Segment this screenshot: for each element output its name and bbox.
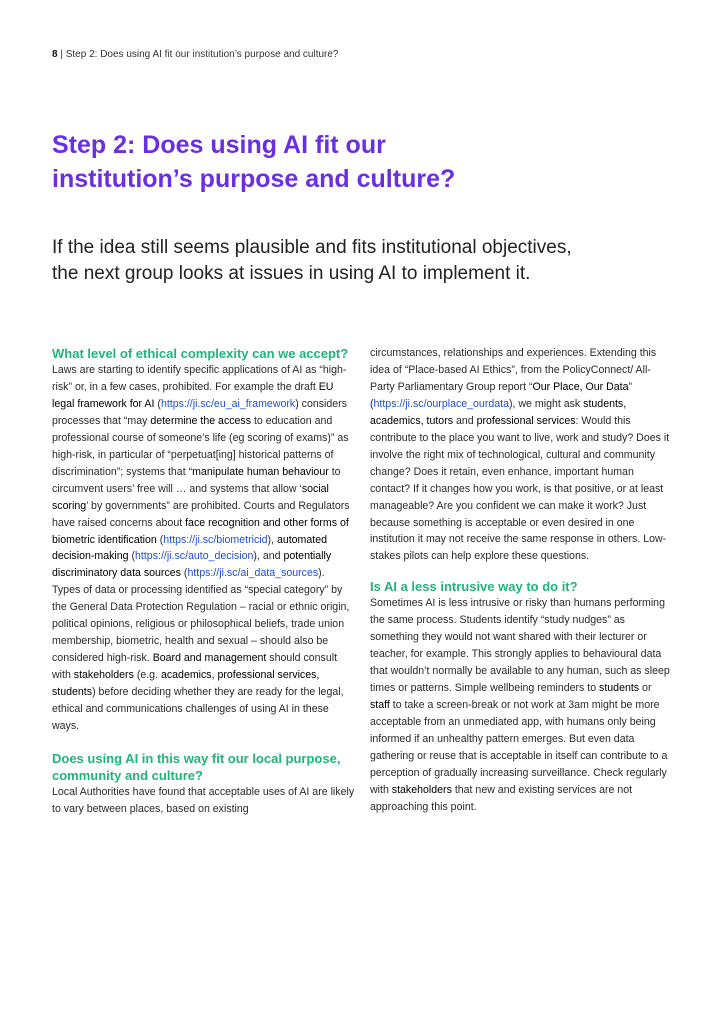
running-header xyxy=(52,49,339,60)
heading-ethical-complexity: What level of ethical complexity can we accept? xyxy=(52,346,349,361)
page-title xyxy=(52,128,652,196)
keyword: social scoring xyxy=(52,482,329,512)
keyword: staff xyxy=(370,699,390,712)
keyword: stakeholders xyxy=(73,669,134,682)
keyword: stakeholders xyxy=(391,783,452,796)
paragraph-less-intrusive: Sometimes AI is less intrusive or risky than humans performing the same process. Students identify “study nudges” as something they would not want shared with their lecturer or teacher, for example. This strongly applies to behavioural data that wouldn’t normally be available to any human, such as sleep times or patterns. Simple wellbeing reminders to students or staff to take a screen-break or not work at 3am might be more acceptable from an unmediated app, with humans only being informed if an unhealthy pattern emerges. But even data gathering or reuse that is acceptable in itself can contribute to a perception of gradually increasing surveillance. Check regularly with stakeholders that new and existing services are not approaching this point. xyxy=(370,597,670,813)
keyword: automated decision-making xyxy=(52,533,327,563)
link-ai-data-sources[interactable]: https://ji.sc/ai_data_sources xyxy=(187,567,319,580)
link-auto-decision[interactable]: https://ji.sc/auto_decision xyxy=(135,550,254,563)
keyword: face recognition and other forms of biometric identification xyxy=(52,516,349,546)
right-column xyxy=(370,345,673,816)
lead-line-2: the next group looks at issues in using AI to implement it. xyxy=(52,263,531,284)
link-ourplace-ourdata[interactable]: https://ji.sc/ourplace_ourdata xyxy=(373,397,509,410)
keyword: students xyxy=(599,682,640,695)
lead-paragraph xyxy=(52,235,692,287)
paragraph-place-based-ethics: circumstances, relationships and experiences. Extending this idea of “Place-based AI Ethics”, from the PolicyConnect/ All-Party Parliamentary Group report “Our Place, Our Data” (https://ji.sc/ourplace_ourdata), we might ask students, academics, tutors and professional services: Would this contribute to the place you want to live, work and study? Does it involve the right mix of technological, cultural and community change? Does it retain, even enhance, important human contact? If it changes how you work, is that positive, or at least manageable? Are you confident we can make it work? Just because something is acceptable or even desired in one institution it may not receive the same response in others. Low-stakes pilots can help explore these questions. xyxy=(370,347,670,563)
keyword: academics, professional services, students xyxy=(52,669,320,699)
page-title-line-1: Step 2: Does using AI fit our xyxy=(52,131,386,159)
lead-line-1: If the idea still seems plausible and fits institutional objectives, xyxy=(52,237,572,258)
paragraph-local-purpose: Local Authorities have found that acceptable uses of AI are likely to vary between places, based on existing xyxy=(52,785,355,815)
heading-less-intrusive: Is AI a less intrusive way to do it? xyxy=(370,579,578,595)
keyword: EU legal framework for AI xyxy=(52,380,334,410)
header-separator: | xyxy=(60,49,63,60)
link-biometricid[interactable]: https://ji.sc/biometricid xyxy=(163,533,268,546)
keyword: students, academics, tutors xyxy=(370,397,627,427)
keyword: Our Place, Our Data xyxy=(532,380,629,393)
heading-local-purpose: Does using AI in this way fit our local purpose, community and culture? xyxy=(52,750,341,783)
page-title-line-2: institution’s purpose and culture? xyxy=(52,165,456,193)
header-section-title: Step 2: Does using AI fit our institution’s purpose and culture? xyxy=(65,49,339,60)
link-eu-ai-framework[interactable]: https://ji.sc/eu_ai_framework xyxy=(160,397,296,410)
paragraph-ethical-complexity: Laws are starting to identify specific applications of AI as “high-risk” or, in a few cases, prohibited. For example the draft EU legal framework for AI (https://ji.sc/eu_ai_framework) considers processes that “may determine the access to education and professional course of someone’s life (eg scoring of exams)” as high-risk, in particular of “perpetuat[ing] historical patterns of discrimination”; systems that “manipulate human behaviour to circumvent users’ free will … and systems that allow ‘social scoring’ by governments” are prohibited. Courts and Regulators have raised concerns about face recognition and other forms of biometric identification (https://ji.sc/biometricid), automated decision-making (https://ji.sc/auto_decision), and potentially discriminatory data sources (https://ji.sc/ai_data_sources). Types of data or processing identified as “special category” by the General Data Protection Regulation – racial or ethnic origin, political opinions, religious or philosophical beliefs, trade union membership, biometric, health and sexual – should also be considered high-risk. Board and management should consult with stakeholders (e.g. academics, professional services, students) before deciding whether they are ready for the legal, ethical and communications challenges of using AI in these ways. xyxy=(52,364,350,733)
page-number: 8 xyxy=(52,49,58,60)
keyword: potentially discriminatory data sources xyxy=(52,550,332,580)
keyword: professional services xyxy=(476,414,576,427)
keyword: manipulate human behaviour xyxy=(192,465,329,478)
keyword: determine the access xyxy=(150,414,252,427)
left-column xyxy=(52,345,355,818)
keyword: Board and management xyxy=(152,652,267,665)
